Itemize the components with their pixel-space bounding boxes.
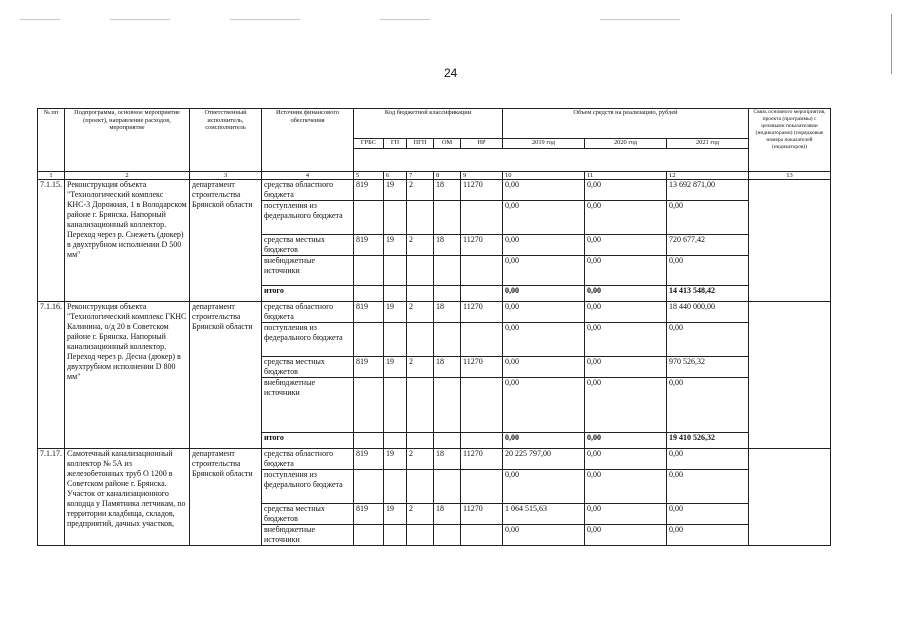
column-number: 5 [354, 172, 384, 180]
budget-table [37, 108, 831, 546]
total-2020: 0,00 [585, 286, 667, 302]
value-2019: 0,00 [503, 180, 585, 201]
scan-artifact [110, 19, 170, 20]
source-label: средства областного бюджета [262, 302, 354, 323]
item-number: 7.1.15. [38, 180, 65, 302]
value-2020: 0,00 [585, 449, 667, 470]
source-label: средства областного бюджета [262, 449, 354, 470]
indicator-link-cell [749, 449, 831, 546]
code-pgp: 2 [407, 302, 434, 323]
column-number: 10 [503, 172, 585, 180]
value-2021: 0,00 [667, 449, 749, 470]
header-source: Источник финансового обеспечения [262, 109, 354, 172]
code-gp: 19 [384, 302, 407, 323]
header-om: ОМ [434, 139, 461, 149]
code-om: 18 [434, 357, 461, 378]
value-2021: 0,00 [667, 256, 749, 286]
item-name: Реконструкция объекта "Технологический комплекс ГКНС Калинина, о/д 20 в Советском районе г. Брянска. Напорный канализационный коллектор. Переход через р. Десна (дюкер) в двухтрубном исполнении D 800 мм" [65, 302, 190, 449]
column-number: 6 [384, 172, 407, 180]
value-2021: 18 440 000,00 [667, 302, 749, 323]
item-responsible: департамент строительства Брянской области [190, 302, 262, 449]
value-2019: 0,00 [503, 357, 585, 378]
item-name: Реконструкция объекта "Технологический комплекс КНС-3 Дорожная, 1 в Володарском районе г. Брянска. Напорный канализационный коллектор. Переход через р. Снежеть (дюкер) в двухтрубном исполнении D 500 мм" [65, 180, 190, 302]
header-grbs: ГРБС [354, 139, 384, 149]
table-row [38, 302, 831, 323]
code-grbs: 819 [354, 357, 384, 378]
source-label: внебюджетные источники [262, 378, 354, 433]
code-nr: 11270 [461, 449, 503, 470]
source-label: средства местных бюджетов [262, 235, 354, 256]
value-2019: 0,00 [503, 235, 585, 256]
value-2020: 0,00 [585, 235, 667, 256]
column-number: 12 [667, 172, 749, 180]
column-number: 8 [434, 172, 461, 180]
total-2020: 0,00 [585, 433, 667, 449]
value-2020: 0,00 [585, 470, 667, 504]
item-number: 7.1.17. [38, 449, 65, 546]
code-grbs: 819 [354, 449, 384, 470]
code-nr: 11270 [461, 235, 503, 256]
item-responsible: департамент строительства Брянской области [190, 180, 262, 302]
column-number: 1 [38, 172, 65, 180]
value-2019: 0,00 [503, 302, 585, 323]
value-2019: 0,00 [503, 256, 585, 286]
value-2019: 1 064 515,63 [503, 504, 585, 525]
table-row [38, 449, 831, 470]
value-2020: 0,00 [585, 525, 667, 546]
value-2021: 0,00 [667, 323, 749, 357]
header-no: № пп [38, 109, 65, 172]
value-2020: 0,00 [585, 180, 667, 201]
scan-artifact [20, 19, 60, 20]
value-2019: 0,00 [503, 470, 585, 504]
item-responsible: департамент строительства Брянской области [190, 449, 262, 546]
code-grbs: 819 [354, 504, 384, 525]
scan-artifact [230, 19, 300, 20]
scan-edge-line [891, 14, 892, 74]
source-label: поступления из федерального бюджета [262, 323, 354, 357]
column-number: 2 [65, 172, 190, 180]
code-grbs: 819 [354, 180, 384, 201]
value-2021: 0,00 [667, 201, 749, 235]
code-gp: 19 [384, 235, 407, 256]
value-2019: 0,00 [503, 201, 585, 235]
source-label: средства местных бюджетов [262, 504, 354, 525]
value-2019: 0,00 [503, 323, 585, 357]
code-nr: 11270 [461, 180, 503, 201]
value-2021: 0,00 [667, 504, 749, 525]
code-gp: 19 [384, 449, 407, 470]
page-number: 24 [444, 66, 458, 80]
column-number: 13 [749, 172, 831, 180]
code-pgp: 2 [407, 504, 434, 525]
header-subprogram: Подпрограмма, основное мероприятие (проект), направление расходов, мероприятие [65, 109, 190, 172]
source-label: поступления из федерального бюджета [262, 470, 354, 504]
value-2019: 0,00 [503, 378, 585, 433]
header-responsible: Ответственный исполнитель, соисполнитель [190, 109, 262, 172]
value-2020: 0,00 [585, 201, 667, 235]
total-2019: 0,00 [503, 286, 585, 302]
column-number: 9 [461, 172, 503, 180]
value-2021: 720 677,42 [667, 235, 749, 256]
code-nr: 11270 [461, 504, 503, 525]
total-2021: 14 413 548,42 [667, 286, 749, 302]
code-nr: 11270 [461, 302, 503, 323]
code-om: 18 [434, 235, 461, 256]
header-2020: 2020 год [585, 139, 667, 149]
scan-artifact [380, 19, 430, 20]
header-gp: ГП [384, 139, 407, 149]
value-2020: 0,00 [585, 256, 667, 286]
indicator-link-cell [749, 302, 831, 449]
header-2019: 2019 год [503, 139, 585, 149]
scan-artifact [600, 19, 680, 20]
source-label: внебюджетные источники [262, 525, 354, 546]
source-label: средства областного бюджета [262, 180, 354, 201]
header-nr: НР [461, 139, 503, 149]
code-pgp: 2 [407, 180, 434, 201]
value-2020: 0,00 [585, 378, 667, 433]
source-label: итого [262, 433, 354, 449]
source-label: поступления из федерального бюджета [262, 201, 354, 235]
item-number: 7.1.16. [38, 302, 65, 449]
header-pgp: ПГП [407, 139, 434, 149]
code-om: 18 [434, 449, 461, 470]
code-om: 18 [434, 504, 461, 525]
table-row [38, 180, 831, 201]
column-number: 4 [262, 172, 354, 180]
code-pgp: 2 [407, 357, 434, 378]
code-nr: 11270 [461, 357, 503, 378]
value-2021: 970 526,32 [667, 357, 749, 378]
code-pgp: 2 [407, 235, 434, 256]
source-label: внебюджетные источники [262, 256, 354, 286]
code-gp: 19 [384, 357, 407, 378]
item-name: Самотечный канализационный коллектор № 5А из железобетонных труб О 1200 в Советском районе г. Брянска. Участок от канализационного колодца у Памятника летчикам, по территории кладбища, складов, предприятий, дачных участков, [65, 449, 190, 546]
header-volume: Объем средств на реализацию, рублей [503, 109, 749, 139]
value-2020: 0,00 [585, 323, 667, 357]
column-number: 3 [190, 172, 262, 180]
value-2021: 0,00 [667, 378, 749, 433]
column-number: 11 [585, 172, 667, 180]
code-om: 18 [434, 180, 461, 201]
column-number: 7 [407, 172, 434, 180]
source-label: итого [262, 286, 354, 302]
value-2021: 0,00 [667, 470, 749, 504]
code-pgp: 2 [407, 449, 434, 470]
value-2019: 0,00 [503, 525, 585, 546]
header-link: Связь основного мероприятия, проекта (программы) с целевыми показателями (индикаторами) (порядковые номера показателей (индикаторов)) [749, 109, 831, 172]
value-2020: 0,00 [585, 302, 667, 323]
total-2019: 0,00 [503, 433, 585, 449]
value-2019: 20 225 797,00 [503, 449, 585, 470]
source-label: средства местных бюджетов [262, 357, 354, 378]
code-om: 18 [434, 302, 461, 323]
value-2021: 0,00 [667, 525, 749, 546]
total-2021: 19 410 526,32 [667, 433, 749, 449]
code-gp: 19 [384, 180, 407, 201]
value-2020: 0,00 [585, 504, 667, 525]
code-gp: 19 [384, 504, 407, 525]
header-budget-code: Код бюджетной классификации [354, 109, 503, 139]
value-2020: 0,00 [585, 357, 667, 378]
header-2021: 2021 год [667, 139, 749, 149]
indicator-link-cell [749, 180, 831, 302]
value-2021: 13 692 871,00 [667, 180, 749, 201]
code-grbs: 819 [354, 302, 384, 323]
code-grbs: 819 [354, 235, 384, 256]
